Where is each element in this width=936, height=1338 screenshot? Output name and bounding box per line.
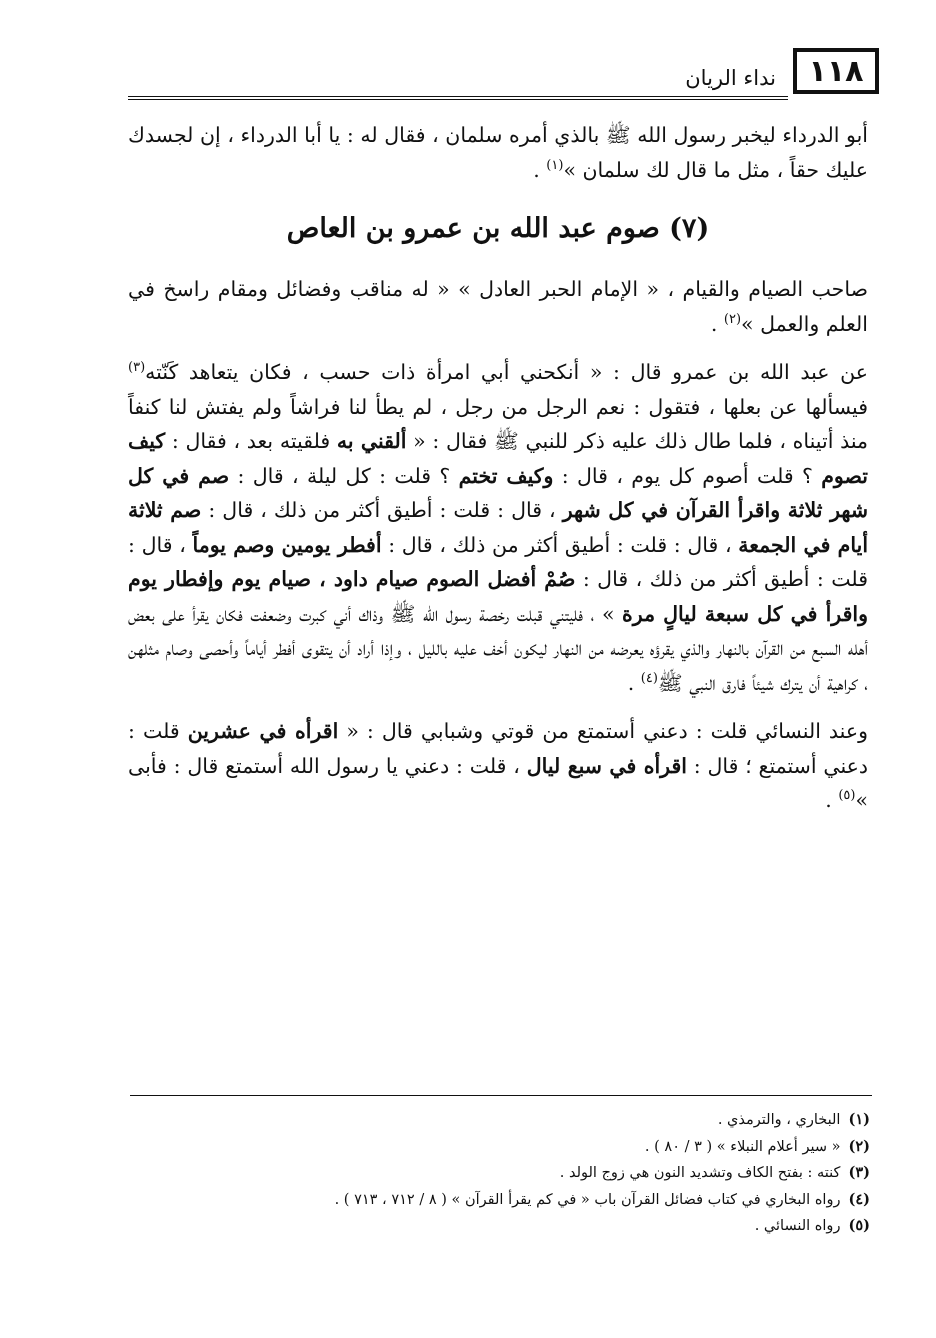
hadith-quote-6: أفطر يومين وصم يوماً (192, 532, 382, 557)
footnote-number: (٣) (848, 1164, 870, 1181)
paragraph-4 (128, 714, 868, 818)
footnote-2 (130, 1134, 870, 1161)
paragraph-3-end: . (627, 670, 641, 695)
paragraph-3-text-h: ، قال : قلت : أطيق أكثر من ذلك ، قال : (128, 532, 869, 591)
footnote-ref-5: (٥) (838, 788, 856, 804)
footnote-text: رواه البخاري في كتاب فضائل القرآن باب « في كم يقرأ القرآن » ( ٨ / ٧١٢ ، ٧١٣ ) . (334, 1191, 841, 1208)
footnote-4 (130, 1187, 870, 1214)
footnote-text: « سير أعلام النبلاء » ( ٣ / ٨٠ ) . (644, 1138, 841, 1155)
hadith-quote-7: صُمْ أفضل الصوم صيام داود ، صيام يوم وإفطار يوم واقرأ في كل سبعة ليالٍ مرة (128, 567, 868, 626)
paragraph-3-text-a: عن عبد الله بن عمرو قال : « أنكحني أبي امرأة ذات حسب ، فكان يتعاهد كَنّته (145, 360, 868, 384)
footnote-number: (٤) (848, 1190, 870, 1208)
running-title: نداء الريان (685, 66, 776, 90)
header-rule (128, 96, 788, 100)
paragraph-3-text-g: ، قال : قلت : أطيق أكثر من ذلك ، قال : (381, 532, 739, 557)
paragraph-3-text-i: » ، فليتني قبلت رخصة رسول الله ﷺ وذاك أني كبرت وضعفت فكان يقرأ على بعض أهله السبع من القرآن بالنهار والذي يقرؤه يعرضه من النهار ليكون أخف عليه بالليل ، وإذا أراد أن يتقوى أفطر أياماً وأحصى وصام مثلهن ، كراهية أن يترك شيئاً فارق النبي ﷺ (128, 601, 868, 695)
footnote-number: (١) (848, 1111, 870, 1128)
hadith-quote-4: صم في كل شهر ثلاثة واقرأ القرآن في كل شهر (128, 463, 869, 522)
footnote-3 (130, 1160, 870, 1187)
paragraph-1 (128, 118, 868, 187)
paragraph-4-text-b: قلت : دعني أستمتع ؛ قال : (128, 719, 868, 778)
section-title: (٧) صوم عبد الله بن عمرو بن العاص (286, 213, 710, 244)
footnote-separator (130, 1095, 872, 1096)
paragraph-3-text-d: ؟ قلت أصوم كل يوم ، قال : (553, 463, 822, 488)
footnote-5 (130, 1213, 870, 1240)
paragraph-1-end: . (533, 157, 547, 182)
footnote-number: (٥) (848, 1217, 870, 1234)
footnote-ref-3: (٣) (128, 360, 146, 376)
paragraph-2-text: صاحب الصيام والقيام ، « الإمام الحبر العادل » « له مناقب وفضائل ومقام راسخ في العلم والعمل » (128, 277, 868, 336)
paragraph-3-text-e: ؟ قلت : كل ليلة ، قال : (229, 463, 459, 488)
footnote-ref-4: (٤) (640, 670, 658, 686)
paragraph-2 (128, 272, 868, 341)
hadith-quote-9: اقرأه في سبع ليال (526, 753, 687, 778)
footnote-ref-1: (١) (546, 157, 564, 173)
paragraph-4-text-c: ، قلت : دعني يا رسول الله أستمتع قال : فأبى » (128, 753, 868, 812)
footnotes (130, 1107, 870, 1240)
page-header (128, 44, 866, 100)
footnote-number: (٢) (848, 1137, 870, 1155)
footnote-text: كنته : بفتح الكاف وتشديد النون هي زوج الولد . (559, 1165, 841, 1181)
footnote-text: البخاري ، والترمذي . (717, 1112, 841, 1128)
footnote-1 (130, 1107, 870, 1134)
footnote-text: رواه النسائي . (754, 1218, 841, 1234)
hadith-quote-2: كيف تصوم (128, 429, 868, 488)
footnote-ref-2: (٢) (723, 311, 742, 327)
paragraph-4-end: . (825, 788, 839, 812)
paragraph-3-text-c: فلقيته بعد ، فقال : (165, 429, 337, 453)
page-number: ١١٨ (793, 48, 879, 94)
paragraph-4-text-a: وعند النسائي قلت : دعني أستمتع من قوتي وشبابي قال : « (338, 719, 869, 743)
hadith-quote-1: ألقني به (336, 429, 407, 453)
paragraph-3-text-b: فيسألها عن بعلها ، فتقول : نعم الرجل من رجل ، لم يطأ لنا فراشاً ولم يفتش لنا كنفاً منذ أتيناه ، فلما طال ذلك عليه ذكر للنبي ﷺ فقال : « (128, 394, 869, 453)
paragraph-3-text-f: ، قال : قلت : أطيق أكثر من ذلك ، قال : (201, 498, 563, 522)
paragraph-1-text: أبو الدرداء ليخبر رسول الله ﷺ بالذي أمره سلمان ، فقال له : يا أبا الدرداء ، إن لجسدك عليك حقاً ، مثل ما قال لك سلمان » (128, 123, 868, 182)
hadith-quote-3: وكيف تختم (458, 463, 554, 488)
paragraph-2-end: . (710, 311, 724, 336)
hadith-quote-5: صم ثلاثة أيام في الجمعة (128, 498, 869, 557)
hadith-quote-8: اقرأه في عشرين (187, 719, 339, 743)
main-text (128, 118, 868, 818)
paragraph-3 (128, 355, 868, 700)
